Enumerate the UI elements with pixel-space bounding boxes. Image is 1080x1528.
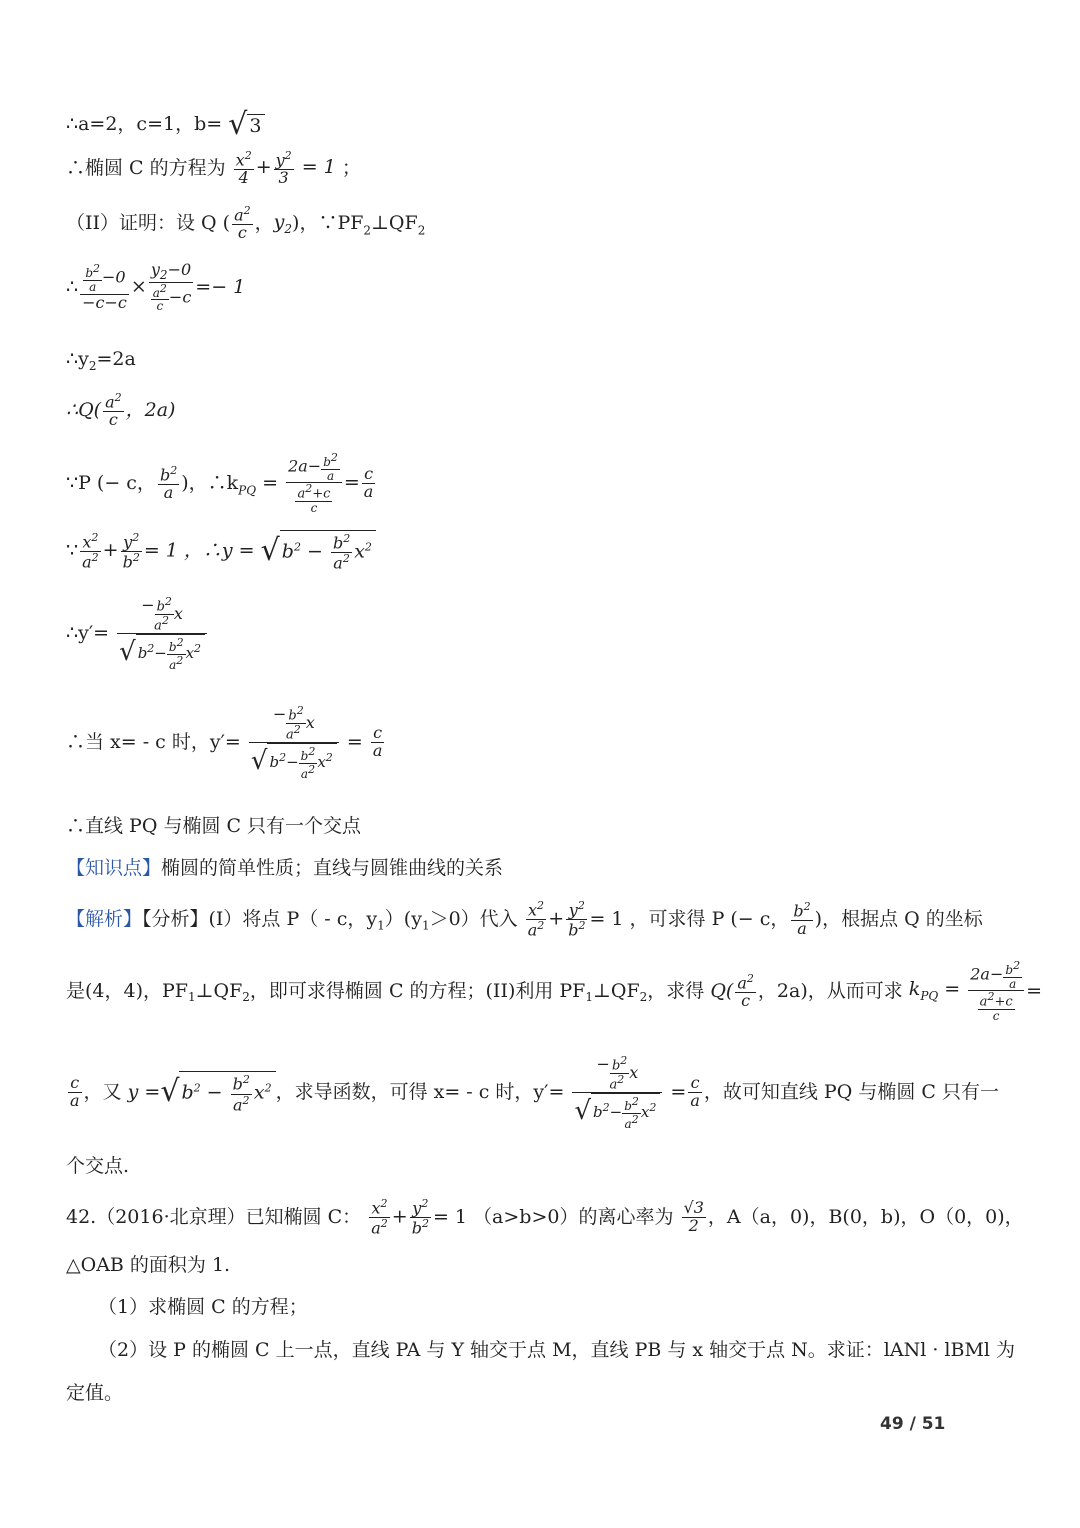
text: = <box>346 731 363 754</box>
sqrt-expression: √ $b^2$ − $\frac{b^2}{a^2}$ $x^2$ <box>160 1071 275 1113</box>
line-y2: $\therefore y_2=2a$ <box>66 348 136 373</box>
text: 椭圆的简单性质；直线与圆锥曲线的关系 <box>161 857 504 879</box>
text: ，又 <box>83 1081 122 1104</box>
text: ⊥QF <box>195 979 243 1002</box>
text: ＞0）代入 <box>429 908 518 931</box>
text: )，∴k <box>181 471 239 494</box>
text: ，2a)，从而可求 <box>757 979 903 1002</box>
line-abc-values <box>66 107 265 142</box>
knowledge-tag: 【知识点】 <box>66 857 162 879</box>
fraction: $\frac{c}{a}$ <box>363 464 374 501</box>
text: 是(4，4)，PF <box>66 979 188 1002</box>
line-analysis-2: 是(4，4)，$PF_1\perp QF_2$，即可求得椭圆 C 的方程；(II)利用 $PF_1\perp QF_2$，求得 Q( $\frac{a^2}{c}$ ，2a)，从而可求 $k_{PQ}$ = 2a− $\frac{b2}{a}$ $\frac{a^2+c}{c}$ = <box>66 959 1042 1024</box>
line-q-point <box>66 392 175 429</box>
text: ∵P (− c， <box>66 471 156 494</box>
fraction: − $b^2$ $a^2$ x √ $b^2-$ $\frac{b2}{a2}$ $x^2$ <box>117 596 207 671</box>
line-knowledge-point <box>66 859 503 878</box>
text: ； <box>341 156 361 179</box>
fraction: $\frac{a^2}{c}$ <box>737 971 754 1011</box>
fraction: $\frac{x^2}{a^2}$ <box>527 899 545 940</box>
text: ∴ <box>66 275 79 298</box>
line-problem-42-part2-cont <box>66 1384 123 1403</box>
line-derivative-at-minus-c <box>66 705 386 780</box>
fraction: − $b^2$ $a^2$ x √ $b^2-$ $\frac{b2}{a2}$ $x^2$ <box>572 1055 662 1130</box>
fraction: $\frac{c}{a}$ <box>690 1073 700 1111</box>
text: （2）设 P 的椭圆 C 上一点，直线 PA 与 Y 轴交于点 M，直线 PB 与 x 轴交于点 N。求证：lANl · lBMl 为 <box>98 1339 1016 1361</box>
text: =− 1 <box>195 275 246 298</box>
fraction: $\frac{b^2}{a}$ <box>159 463 178 503</box>
text: ∵ <box>66 539 79 562</box>
text: )，∵PF <box>292 211 364 234</box>
line-derivative <box>66 596 209 671</box>
fraction: $\frac{y^2}{b^2}$ <box>568 899 586 940</box>
text: ∴a=2，c=1，b= <box>66 113 223 135</box>
text: 【分析】(I）将点 P（ - c，y <box>142 908 378 931</box>
fraction: $\frac{y^2}{b^2}$ <box>122 530 140 571</box>
fraction: $\frac{c}{a}$ <box>70 1073 80 1111</box>
fraction: $\frac{x^2}{a^2}$ <box>371 1197 388 1238</box>
fraction: $\frac{y^2}{3}$ <box>275 149 292 188</box>
line-problem-42-part2 <box>98 1341 1015 1360</box>
text: 定值。 <box>66 1382 124 1404</box>
fraction: $\frac{√3}{2}$ <box>683 1198 704 1236</box>
fraction: 2a− $\frac{b2}{a}$ $\frac{a^2+c}{c}$ <box>286 452 342 515</box>
line-slope-product: ∴ $\frac{b2}{a}$ −0 −c−c × $y_2-0$ $\frac{a2}{c}$ −c =− 1 <box>66 260 246 314</box>
sqrt-body: 3 <box>247 114 265 136</box>
text: ，故可知直线 PQ 与椭圆 C 只有一 <box>703 1081 999 1104</box>
fraction: $\frac{b2}{a}$ −0 −c−c <box>82 262 127 312</box>
text: △OAB 的面积为 1. <box>66 1254 231 1276</box>
text: ∴Q( <box>66 398 102 421</box>
line-kpq: ∵P (− c， $\frac{b^2}{a}$ )，$\therefore k_{PQ}$ = 2a− $\frac{b2}{a}$ $\frac{a^2+c}{c}$ = $\frac{c}{a}$ <box>66 451 374 516</box>
text: ，2a) <box>125 398 176 421</box>
line-problem-42-part1 <box>98 1298 308 1317</box>
fraction: $\frac{b^2}{a}$ <box>793 900 811 939</box>
text: ，即可求得椭圆 C 的方程；(II)利用 PF <box>249 979 586 1002</box>
line-conclusion <box>66 817 361 836</box>
fraction: $\frac{c}{a}$ <box>372 723 383 761</box>
text: = 1 ，可求得 P (− c， <box>589 908 790 931</box>
text: = 1 （a>b>0）的离心率为 <box>432 1206 674 1229</box>
fraction: $\frac{a^2}{c}$ <box>105 391 122 430</box>
text: （II）证明：设 Q ( <box>66 211 231 234</box>
text: )，根据点 Q 的坐标 <box>814 908 983 931</box>
text: ，求导函数，可得 x= - c 时，y′= <box>275 1081 565 1104</box>
text: ⊥QF <box>593 979 640 1002</box>
text: = 1 ，∴y = <box>143 539 255 562</box>
sqrt-3: √ 3 <box>228 110 265 140</box>
line-analysis-4 <box>66 1157 129 1176</box>
fraction: $\frac{x^2}{a^2}$ <box>82 530 99 571</box>
analysis-tag: 【解析】 <box>66 908 143 931</box>
text: ∴y′= <box>66 622 110 645</box>
text: ∴当 x= - c 时，y′= <box>66 731 241 754</box>
text: 42.（2016·北京理）已知椭圆 C： <box>66 1206 362 1229</box>
line-analysis-3: $\frac{c}{a}$ ，又 y =√ $b^2$ − $\frac{b^2}{a^2}$ $x^2$ ，求导函数，可得 x= - c 时，y′= − $b^2$ $a^2$ x √ $b^2-$ $\frac{b2}{a2}$ $x^2$ = $\frac{c}{a}$ ，故可知直线 PQ 与椭圆 C 只有一 <box>70 1054 999 1131</box>
fraction: $\frac{a^2}{c}$ <box>234 204 251 243</box>
text: ，A（a，0)，B(0，b)，O（0，0)， <box>707 1206 1024 1229</box>
text: ，求得 <box>647 979 705 1002</box>
line-problem-42-area <box>66 1256 230 1275</box>
text: = <box>256 471 279 494</box>
text: ， <box>254 211 274 234</box>
fraction: 2a− $\frac{b2}{a}$ $\frac{a^2+c}{c}$ <box>968 960 1024 1023</box>
text: ∴椭圆 C 的方程为 <box>66 156 226 179</box>
line-y-explicit: ∵ $\frac{x^2}{a^2}$ + $\frac{y^2}{b^2}$ = 1 ，∴y = √ $b^2$ − $\frac{b^2}{a^2}$ $x^2$ <box>66 530 376 572</box>
text: ∴y <box>66 348 89 370</box>
fraction: $\frac{y^2}{b^2}$ <box>411 1197 429 1238</box>
text: （1）求椭圆 C 的方程； <box>98 1296 308 1318</box>
fraction: − $b^2$ $a^2$ x √ $b^2-$ $\frac{b2}{a2}$ $x^2$ <box>249 705 339 780</box>
text: ∴直线 PQ 与椭圆 C 只有一个交点 <box>66 815 362 837</box>
line-ellipse-equation: ∴椭圆 C 的方程为 $\frac{x^2}{4}$ + $\frac{y^2}{3}$ = 1 ； <box>66 149 361 188</box>
line-proof-setup: （II）证明：设 Q ( $\frac{a^2}{c}$ ，$y_2$)，$\because PF_2\perp QF_2$ <box>66 204 426 243</box>
line-analysis-1: 【解析】【分析】(I）将点 P（ - c，$y_1)(y_1>0)$代入 $\frac{x^2}{a^2}$ + $\frac{y^2}{b^2}$ = 1 ，可求得 P (− c， $\frac{b^2}{a}$ )，根据点 Q 的坐标 <box>66 899 983 940</box>
line-problem-42: 42.（2016·北京理）已知椭圆 C： $\frac{x^2}{a^2}$ + $\frac{y^2}{b^2}$ = 1 （a>b>0）的离心率为 $\frac{√3}{2}$ ，A（a，0)，B(0，b)，O（0，0)， <box>66 1197 1024 1238</box>
sqrt-expression: √ $b^2$ − $\frac{b^2}{a^2}$ $x^2$ <box>261 530 376 572</box>
text: ）(y <box>384 908 422 931</box>
fraction: $\frac{x^2}{4}$ <box>235 149 252 188</box>
text: =2a <box>96 348 136 370</box>
text: ⊥QF <box>371 211 418 234</box>
fraction: $y_2-0$ $\frac{a2}{c}$ −c <box>149 262 194 313</box>
text: 个交点. <box>66 1155 130 1177</box>
page-number: 49 / 51 <box>880 1414 946 1434</box>
